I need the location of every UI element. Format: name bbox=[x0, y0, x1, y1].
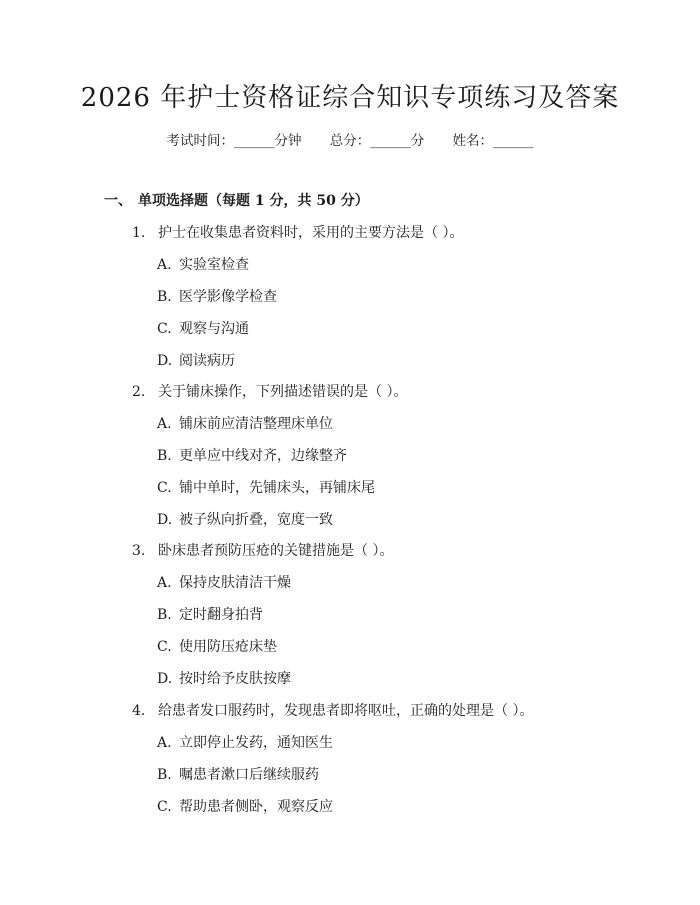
option-text: 按时给予皮肤按摩 bbox=[179, 671, 291, 687]
option-letter: C. bbox=[157, 480, 172, 496]
question-1 bbox=[132, 222, 463, 244]
option-text: 观察与沟通 bbox=[179, 321, 249, 337]
option-text: 被子纵向折叠，宽度一致 bbox=[179, 512, 333, 528]
option-letter: A. bbox=[157, 416, 172, 432]
option-1a bbox=[157, 254, 249, 276]
option-letter: B. bbox=[157, 607, 172, 623]
section-heading bbox=[104, 190, 369, 212]
option-3a bbox=[157, 572, 291, 594]
option-1b bbox=[157, 286, 277, 308]
option-2a bbox=[157, 413, 333, 435]
option-text: 实验室检查 bbox=[179, 257, 249, 273]
student-name: 姓名：______ bbox=[452, 133, 534, 149]
option-3d bbox=[157, 668, 291, 690]
option-1d bbox=[157, 350, 235, 372]
option-text: 阅读病历 bbox=[179, 353, 235, 369]
option-text: 医学影像学检查 bbox=[179, 289, 277, 305]
option-text: 定时翻身拍背 bbox=[179, 607, 263, 623]
question-3 bbox=[132, 540, 393, 562]
option-4b bbox=[157, 764, 319, 786]
option-4c bbox=[157, 796, 333, 818]
option-4a bbox=[157, 732, 333, 754]
question-text: 护士在收集患者资料时，采用的主要方法是（ ）。 bbox=[158, 225, 464, 241]
section-number: 一、 bbox=[104, 193, 132, 209]
question-text: 卧床患者预防压疮的关键措施是（ ）。 bbox=[158, 543, 394, 559]
question-number: 1. bbox=[132, 225, 146, 241]
page-title: 2026 年护士资格证综合知识专项练习及答案 bbox=[80, 83, 620, 113]
option-text: 更单应中线对齐，边缘整齐 bbox=[179, 448, 347, 464]
exam-time: 考试时间：______分钟 bbox=[166, 133, 302, 149]
option-letter: B. bbox=[157, 289, 172, 305]
option-text: 嘱患者漱口后继续服药 bbox=[179, 767, 319, 783]
exam-meta bbox=[0, 130, 700, 152]
option-letter: A. bbox=[157, 735, 172, 751]
total-score: 总分：______分 bbox=[329, 133, 425, 149]
option-letter: B. bbox=[157, 767, 172, 783]
option-text: 使用防压疮床垫 bbox=[179, 639, 277, 655]
option-letter: D. bbox=[157, 353, 173, 369]
option-2b bbox=[157, 445, 347, 467]
option-text: 铺床前应清洁整理床单位 bbox=[179, 416, 333, 432]
option-3c bbox=[157, 636, 277, 658]
option-letter: D. bbox=[157, 671, 173, 687]
option-letter: C. bbox=[157, 639, 172, 655]
option-letter: D. bbox=[157, 512, 173, 528]
option-2c bbox=[157, 477, 375, 499]
option-3b bbox=[157, 604, 263, 626]
question-number: 2. bbox=[132, 384, 146, 400]
question-4 bbox=[132, 700, 533, 722]
option-text: 立即停止发药，通知医生 bbox=[179, 735, 333, 751]
option-text: 帮助患者侧卧，观察反应 bbox=[179, 799, 333, 815]
section-title: 单项选择题（每题 1 分，共 50 分） bbox=[138, 193, 369, 209]
option-letter: B. bbox=[157, 448, 172, 464]
option-1c bbox=[157, 318, 249, 340]
option-letter: A. bbox=[157, 257, 172, 273]
option-letter: C. bbox=[157, 799, 172, 815]
question-number: 4. bbox=[132, 703, 146, 719]
option-2d bbox=[157, 509, 333, 531]
question-text: 给患者发口服药时，发现患者即将呕吐，正确的处理是（ ）。 bbox=[158, 703, 534, 719]
option-letter: A. bbox=[157, 575, 172, 591]
question-2 bbox=[132, 381, 407, 403]
option-text: 保持皮肤清洁干燥 bbox=[179, 575, 291, 591]
question-number: 3. bbox=[132, 543, 146, 559]
question-text: 关于铺床操作，下列描述错误的是（ ）。 bbox=[158, 384, 408, 400]
option-text: 铺中单时，先铺床头，再铺床尾 bbox=[179, 480, 375, 496]
option-letter: C. bbox=[157, 321, 172, 337]
